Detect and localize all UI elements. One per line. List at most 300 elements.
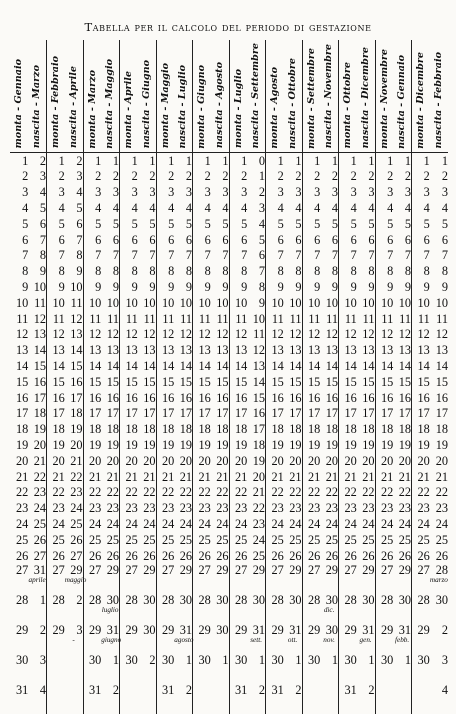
monta-day-cell: 26 [375, 548, 393, 564]
nascita-day-cell [211, 684, 229, 714]
monta-day-cell: 22 [83, 485, 101, 501]
table-row [10, 200, 448, 216]
monta-day-cell: 26 [120, 548, 138, 564]
monta-day-cell: 9 [302, 279, 320, 295]
table-row [10, 406, 448, 422]
monta-day-cell: 20 [156, 453, 174, 469]
monta-day-cell: 10 [302, 295, 320, 311]
nascita-day-cell [65, 654, 83, 684]
monta-day-cell: 7 [375, 248, 393, 264]
monta-day-cell: 18 [266, 421, 284, 437]
table-row [10, 216, 448, 232]
table-row [10, 624, 448, 654]
nascita-day-cell [64, 562, 87, 594]
nascita-day-cell: 27 [33, 548, 46, 563]
monta-day-cell: 19 [412, 437, 430, 453]
monta-day-cell: 8 [22, 264, 29, 279]
monta-day-cell [156, 564, 174, 594]
nascita-day-cell: 13 [289, 343, 302, 358]
nascita-day-cell: 13 [435, 343, 448, 358]
nascita-day-cell: 11 [107, 311, 119, 326]
nascita-day-cell: 18 [362, 422, 375, 437]
month-change-note: febb. [395, 635, 410, 644]
nascita-day-cell: 16 [362, 390, 375, 405]
monta-day-cell: 5 [47, 216, 65, 232]
monta-day-cell [375, 654, 393, 684]
monta-day-cell: 21 [339, 469, 357, 485]
nascita-day-cell: 23 [252, 516, 265, 531]
monta-day-cell [120, 654, 138, 684]
monta-day-cell: 26 [83, 548, 101, 564]
monta-day-cell: 4 [22, 201, 29, 216]
nascita-day-cell: 20 [179, 453, 192, 468]
nascita-day-cell: 23 [325, 501, 338, 516]
nascita-day-cell [28, 654, 46, 684]
day-value: 1 [258, 652, 265, 667]
month-change-note: agosto [174, 635, 194, 644]
nascita-day-cell: 22 [362, 485, 375, 500]
monta-day-cell: 15 [15, 374, 29, 389]
day-value: 30 [252, 592, 265, 607]
nascita-day-cell [393, 564, 411, 594]
monta-day-cell: 24 [229, 516, 247, 532]
nascita-day-cell [174, 594, 192, 624]
nascita-day-cell: 16 [143, 390, 156, 405]
monta-day-cell [339, 684, 357, 714]
monta-day-cell: 4 [375, 200, 393, 216]
nascita-day-cell: 13 [252, 359, 265, 374]
monta-day-cell [83, 684, 101, 714]
monta-day-cell: 8 [266, 263, 284, 279]
monta-day-cell: 17 [229, 406, 247, 422]
nascita-day-cell [101, 564, 119, 594]
nascita-day-cell [430, 624, 448, 654]
header-label: monta - Aprile [123, 70, 135, 149]
nascita-day-cell: 15 [179, 374, 192, 389]
monta-day-cell [302, 594, 320, 624]
day-value: 29 [325, 562, 338, 577]
nascita-day-cell: 2 [258, 185, 265, 200]
monta-day-cell: 22 [120, 485, 138, 501]
nascita-day-cell: 7 [331, 248, 338, 263]
monta-day-cell: 12 [339, 327, 357, 343]
monta-day-cell: 12 [15, 327, 29, 342]
month-change-note: sett. [250, 635, 263, 644]
day-value: 30 [216, 622, 229, 637]
nascita-day-cell: 17 [106, 406, 119, 421]
monta-day-cell: 23 [193, 500, 211, 516]
day-value: 30 [380, 652, 394, 667]
monta-day-cell: 12 [302, 327, 320, 343]
nascita-day-cell: 2 [331, 169, 338, 184]
header-nascita [247, 40, 265, 153]
monta-day-cell: 16 [120, 390, 138, 406]
header-label: monta - Maggio [159, 63, 171, 149]
monta-day-cell: 8 [156, 263, 174, 279]
table-row [10, 684, 448, 714]
nascita-day-cell: 15 [143, 374, 156, 389]
nascita-day-cell: 11 [70, 295, 83, 310]
nascita-day-cell: 11 [253, 327, 265, 342]
nascita-day-cell: 15 [398, 374, 411, 389]
header-label: nascita - Gennaio [396, 54, 408, 149]
day-value: 29 [125, 622, 138, 637]
day-value: 29 [252, 562, 265, 577]
nascita-day-cell: 14 [289, 359, 302, 374]
monta-day-cell: 2 [375, 169, 393, 185]
monta-day-cell: 22 [412, 485, 430, 501]
monta-day-cell: 19 [375, 437, 393, 453]
monta-day-cell: 20 [266, 453, 284, 469]
monta-day-cell: 22 [375, 485, 393, 501]
monta-day-cell [156, 594, 174, 624]
nascita-day-cell: 22 [216, 485, 229, 500]
table-row [10, 327, 448, 343]
nascita-day-cell: 8 [258, 280, 265, 295]
monta-day-cell: 19 [120, 437, 138, 453]
monta-day-cell: 17 [47, 406, 65, 422]
nascita-day-cell: 22 [106, 485, 119, 500]
monta-day-cell [10, 654, 28, 684]
nascita-day-cell: 14 [325, 359, 338, 374]
month-change-note: giugno [101, 635, 122, 644]
header-label: monta - Luglio [232, 69, 244, 149]
monta-day-cell [375, 594, 393, 624]
monta-day-cell: 24 [47, 516, 65, 532]
nascita-day-cell: 9 [76, 264, 83, 279]
monta-day-cell: 9 [339, 279, 357, 295]
nascita-day-cell: 4 [368, 201, 375, 216]
table-row [10, 564, 448, 594]
monta-day-cell [229, 624, 247, 654]
nascita-day-cell: 3 [185, 185, 192, 200]
header-label: nascita - Agosto [213, 62, 225, 149]
nascita-day-cell: 13 [143, 343, 156, 358]
monta-day-cell [10, 564, 28, 594]
nascita-day-cell: 6 [258, 248, 265, 263]
monta-day-cell: 1 [47, 153, 65, 169]
table-row [10, 263, 448, 279]
nascita-day-cell: 20 [435, 453, 448, 468]
nascita-day-cell: 7 [441, 248, 448, 263]
monta-day-cell: 4 [120, 200, 138, 216]
nascita-day-cell: 2 [222, 169, 229, 184]
monta-day-cell [229, 594, 247, 624]
nascita-day-cell: 21 [143, 469, 156, 484]
nascita-day-cell: 7 [404, 248, 411, 263]
header-nascita [211, 40, 229, 153]
header-label: nascita - Giugno [140, 60, 152, 149]
monta-day-cell: 10 [156, 295, 174, 311]
monta-day-cell: 21 [229, 469, 247, 485]
monta-day-cell: 13 [83, 342, 101, 358]
nascita-day-cell [284, 624, 302, 654]
header-label: monta - Marzo [86, 69, 98, 149]
header-monta [229, 40, 247, 153]
nascita-day-cell: 25 [252, 548, 265, 563]
monta-day-cell: 25 [302, 532, 320, 548]
nascita-day-cell: 19 [252, 453, 265, 468]
monta-day-cell: 23 [302, 500, 320, 516]
monta-day-cell [266, 564, 284, 594]
day-value: 30 [198, 652, 211, 667]
nascita-day-cell: 25 [362, 532, 375, 547]
nascita-day-cell: 13 [398, 343, 411, 358]
monta-day-cell: 15 [120, 374, 138, 390]
monta-day-cell: 1 [156, 153, 174, 169]
monta-day-cell: 18 [229, 421, 247, 437]
monta-day-cell: 24 [193, 516, 211, 532]
day-value: 2 [149, 652, 156, 667]
nascita-day-cell: 16 [179, 390, 192, 405]
header-monta [193, 40, 211, 153]
nascita-day-cell: 8 [441, 264, 448, 279]
monta-day-cell: 13 [47, 342, 65, 358]
monta-day-cell: 15 [412, 374, 430, 390]
day-value: 30 [325, 622, 338, 637]
nascita-day-cell: 14 [143, 359, 156, 374]
nascita-day-cell: 3 [404, 185, 411, 200]
table-row [10, 654, 448, 684]
nascita-day-cell: 1 [331, 153, 338, 168]
monta-day-cell: 2 [22, 169, 29, 184]
monta-day-cell: 1 [266, 153, 284, 169]
day-value: 29 [179, 562, 192, 577]
monta-day-cell: 6 [339, 232, 357, 248]
monta-day-cell: 3 [302, 185, 320, 201]
nascita-day-cell: 11 [216, 311, 229, 326]
nascita-day-cell: 20 [143, 453, 156, 468]
monta-day-cell: 7 [22, 248, 29, 263]
nascita-day-cell: 26 [106, 548, 119, 563]
nascita-day-cell: 0 [258, 153, 265, 168]
nascita-day-cell: 3 [295, 185, 302, 200]
nascita-day-cell: 5 [222, 216, 229, 231]
day-value: 2 [185, 682, 192, 697]
monta-day-cell: 7 [229, 248, 247, 264]
nascita-day-cell: 6 [368, 232, 375, 247]
nascita-day-cell: 7 [76, 232, 83, 247]
monta-day-cell: 26 [302, 548, 320, 564]
nascita-day-cell: 6 [112, 232, 119, 247]
nascita-day-cell: 16 [33, 374, 46, 389]
monta-day-cell: 4 [412, 200, 430, 216]
monta-day-cell: 1 [120, 153, 138, 169]
nascita-day-cell: 5 [441, 216, 448, 231]
monta-day-cell: 23 [156, 500, 174, 516]
nascita-day-cell: 17 [252, 422, 265, 437]
nascita-day-cell: 19 [106, 438, 119, 452]
nascita-day-cell: 26 [435, 548, 448, 563]
nascita-day-cell: 14 [216, 359, 229, 374]
monta-day-cell: 21 [193, 469, 211, 485]
monta-day-cell: 12 [375, 327, 393, 343]
table-row [10, 437, 448, 453]
nascita-day-cell: 5 [149, 216, 156, 231]
nascita-day-cell: 10 [70, 280, 83, 295]
nascita-day-cell: 5 [76, 201, 83, 216]
monta-day-cell: 13 [302, 342, 320, 358]
monta-day-cell: 25 [339, 532, 357, 548]
monta-day-cell: 6 [302, 232, 320, 248]
nascita-day-cell: 9 [149, 280, 156, 295]
day-value: 2 [258, 682, 265, 697]
nascita-day-cell: 9 [368, 280, 375, 295]
monta-day-cell [10, 594, 28, 624]
monta-day-cell: 2 [47, 169, 65, 185]
nascita-day-cell [320, 564, 338, 594]
nascita-day-cell [320, 654, 338, 684]
header-label: nascita - Aprile [67, 66, 79, 149]
monta-day-cell: 5 [193, 216, 211, 232]
monta-day-cell: 19 [15, 438, 29, 452]
monta-day-cell: 3 [339, 185, 357, 201]
monta-day-cell [120, 684, 138, 714]
nascita-day-cell: 22 [289, 485, 302, 500]
monta-day-cell: 17 [302, 406, 320, 422]
nascita-day-cell [320, 594, 338, 624]
monta-day-cell: 12 [229, 327, 247, 343]
monta-day-cell [120, 594, 138, 624]
monta-day-cell: 11 [375, 311, 393, 327]
nascita-day-cell: 13 [362, 343, 375, 358]
monta-day-cell: 5 [156, 216, 174, 232]
monta-day-cell: 16 [83, 390, 101, 406]
day-value: 30 [398, 592, 411, 607]
monta-day-cell: 22 [229, 485, 247, 501]
header-label: nascita - Maggio [104, 58, 116, 149]
monta-day-cell [302, 654, 320, 684]
monta-day-cell: 24 [302, 516, 320, 532]
monta-day-cell: 6 [266, 232, 284, 248]
monta-day-cell: 25 [412, 532, 430, 548]
nascita-day-cell: 11 [289, 311, 302, 326]
nascita-day-cell: 18 [252, 438, 265, 452]
nascita-day-cell: 18 [398, 422, 411, 437]
nascita-day-cell: 3 [331, 185, 338, 200]
day-value: 28 [52, 592, 65, 607]
nascita-day-cell: 2 [441, 169, 448, 184]
day-value: 27 [161, 562, 175, 577]
nascita-day-cell: 9 [185, 280, 192, 295]
day-value: 31 [398, 622, 411, 637]
monta-day-cell: 11 [156, 311, 174, 327]
header-monta [375, 40, 393, 153]
nascita-day-cell [211, 594, 229, 624]
monta-day-cell: 14 [47, 358, 65, 374]
nascita-day-cell: 10 [289, 295, 302, 310]
nascita-day-cell [211, 654, 229, 684]
monta-day-cell: 25 [156, 532, 174, 548]
nascita-day-cell: 24 [435, 516, 448, 531]
nascita-day-cell: 24 [216, 516, 229, 531]
nascita-day-cell: 8 [404, 264, 411, 279]
day-value: 31 [289, 622, 302, 637]
day-value: 30 [143, 622, 156, 637]
nascita-day-cell: 21 [398, 469, 411, 484]
day-value: 29 [271, 622, 284, 637]
nascita-day-cell: 10 [33, 280, 46, 295]
day-value: 30 [362, 592, 375, 607]
nascita-day-cell [430, 654, 448, 684]
nascita-day-cell: 3 [149, 185, 156, 200]
nascita-day-cell: 20 [33, 438, 46, 452]
nascita-day-cell [101, 654, 119, 684]
nascita-day-cell: 12 [179, 327, 192, 342]
monta-day-cell: 10 [229, 295, 247, 311]
monta-day-cell: 11 [16, 311, 29, 326]
day-value: 31 [252, 622, 265, 637]
day-value: 27 [15, 562, 29, 577]
monta-day-cell: 2 [339, 169, 357, 185]
nascita-day-cell [284, 594, 302, 624]
day-value: 4 [441, 682, 448, 697]
monta-day-cell: 17 [266, 406, 284, 422]
monta-day-cell: 6 [412, 232, 430, 248]
monta-day-cell [47, 684, 65, 714]
nascita-day-cell: 15 [325, 374, 338, 389]
monta-day-cell: 24 [375, 516, 393, 532]
monta-day-cell [47, 564, 65, 594]
day-value: 28 [161, 592, 175, 607]
monta-day-cell: 6 [22, 232, 29, 247]
nascita-day-cell: 19 [143, 438, 156, 452]
nascita-day-cell [247, 624, 265, 654]
monta-day-cell: 8 [375, 263, 393, 279]
monta-day-cell: 17 [120, 406, 138, 422]
nascita-day-cell: 8 [149, 264, 156, 279]
monta-day-cell: 14 [193, 358, 211, 374]
monta-day-cell: 2 [156, 169, 174, 185]
monta-day-cell: 16 [193, 390, 211, 406]
nascita-day-cell: 10 [435, 295, 448, 310]
day-value: 1 [39, 592, 46, 607]
monta-day-cell [229, 564, 247, 594]
monta-day-cell: 13 [229, 342, 247, 358]
day-value: 30 [325, 592, 338, 607]
nascita-day-cell: 14 [106, 359, 119, 374]
nascita-day-cell [247, 654, 265, 684]
monta-day-cell: 14 [229, 358, 247, 374]
nascita-day-cell: 23 [362, 501, 375, 516]
table-row [10, 295, 448, 311]
nascita-day-cell: 11 [143, 311, 156, 326]
nascita-day-cell: 9 [258, 295, 265, 310]
nascita-day-cell: 26 [325, 548, 338, 563]
nascita-day-cell: 23 [70, 485, 83, 500]
nascita-day-cell: 3 [441, 185, 448, 200]
monta-day-cell: 15 [339, 374, 357, 390]
day-value: 29 [417, 622, 430, 637]
nascita-day-cell: 22 [252, 501, 265, 516]
monta-day-cell [266, 624, 284, 654]
nascita-day-cell [393, 594, 411, 624]
monta-day-cell: 10 [266, 295, 284, 311]
day-value: 2 [112, 682, 119, 697]
nascita-day-cell: 8 [39, 248, 46, 263]
monta-day-cell: 22 [266, 485, 284, 501]
day-value: 1 [112, 652, 119, 667]
day-value: 2 [441, 622, 448, 637]
monta-day-cell [83, 654, 101, 684]
monta-day-cell: 23 [229, 500, 247, 516]
monta-day-cell [412, 564, 430, 594]
monta-day-cell: 11 [339, 311, 357, 327]
table-row [10, 516, 448, 532]
nascita-day-cell: 4 [331, 201, 338, 216]
table-row [10, 279, 448, 295]
monta-day-cell [47, 594, 65, 624]
